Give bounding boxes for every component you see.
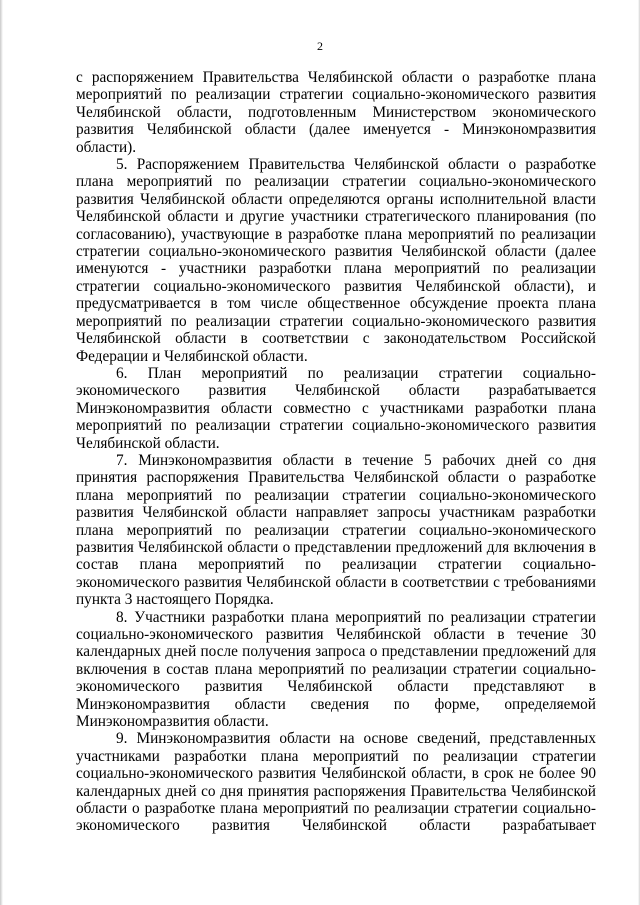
paragraph-item-5: 5. Распоряжением Правительства Челябинской области о разработке плана мероприятий по реализации стратегии социально-экономического развития Челябинской области определяются органы исполнительной власти Челябинской области и другие участники стратегического планирования (по согласованию), участвующие в разработке плана мероприятий по реализации стратегии социально-экономического развития Челябинской области (далее именуются - участники разработки плана мероприятий по реализации стратегии социально-экономического развития Челябинской области), и предусматривается в том числе общественное обсуждение проекта плана мероприятий по реализации стратегии социально-экономического развития Челябинской области в соответствии с законодательством Российской Федерации и Челябинской области. — [76, 156, 596, 365]
scan-left-edge — [0, 0, 3, 905]
page-number: 2 — [317, 39, 323, 53]
document-body — [76, 69, 596, 835]
paragraph-continuation: с распоряжением Правительства Челябинской области о разработке плана мероприятий по реализации стратегии социально-экономического развития Челябинской области, подготовленным Министерством экономического развития Челябинской области (далее именуется - Минэкономразвития области). — [76, 69, 596, 156]
paragraph-item-6: 6. План мероприятий по реализации стратегии социально-экономического развития Челябинской области разрабатывается Минэкономразвития области совместно с участниками разработки плана мероприятий по реализации стратегии социально-экономического развития Челябинской области. — [76, 364, 596, 452]
paragraph-item-8: 8. Участники разработки плана мероприятий по реализации стратегии социально-экономического развития Челябинской области в течение 30 календарных дней после получения запроса о представлении предложений для включения в состав плана мероприятий по реализации стратегии социально-экономического развития Челябинской области представляют в Минэкономразвития области сведения по форме, определяемой Минэкономразвития области. — [76, 608, 596, 731]
paragraph-item-9: 9. Минэкономразвития области на основе сведений, представленных участниками разработки плана мероприятий по реализации стратегии социально-экономического развития Челябинской области, в срок не более 90 календарных дней со дня принятия распоряжения Правительства Челябинской области о разработке плана мероприятий по реализации стратегии социально-экономического развития Челябинской области разрабатывает — [76, 730, 596, 835]
paragraph-item-7: 7. Минэкономразвития области в течение 5 рабочих дней со дня принятия распоряжения Правительства Челябинской области о разработке плана мероприятий по реализации стратегии социально-экономического развития Челябинской области направляет запросы участникам разработки плана мероприятий по реализации стратегии социально-экономического развития Челябинской области о представлении предложений для включения в состав плана мероприятий по реализации стратегии социально-экономического развития Челябинской области в соответствии с требованиями пункта 3 настоящего Порядка. — [76, 451, 596, 609]
